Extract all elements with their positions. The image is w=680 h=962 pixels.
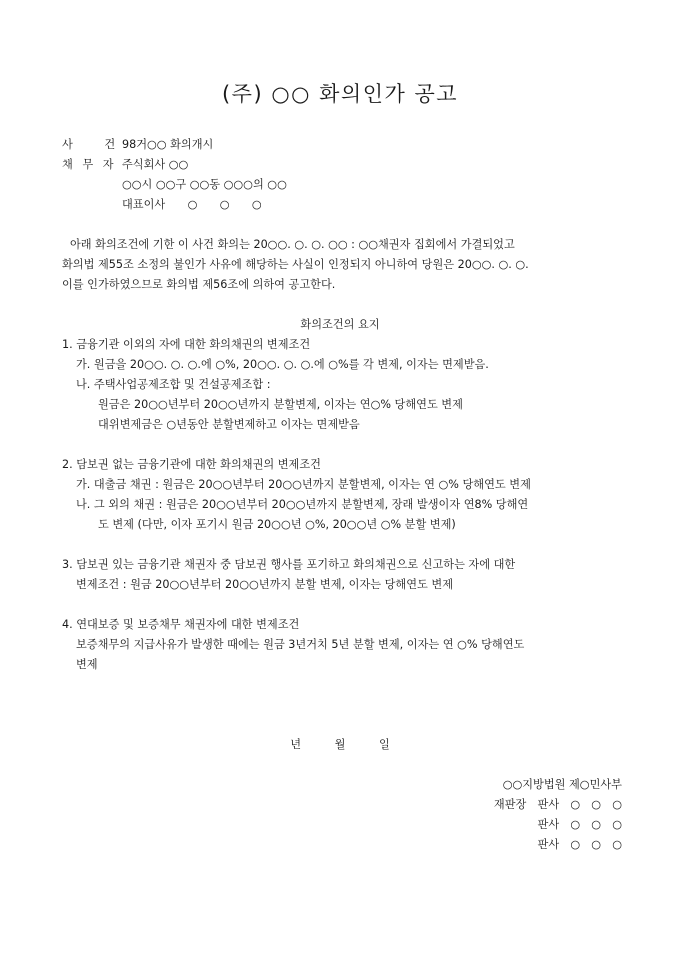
summary-heading: 화의조건의 요지 (300, 318, 380, 331)
section-2-item-a: 가. 대출금 채권 : 원금은 20○○년부터 20○○년까지 분할변제, 이자는 연 ○% 당해연도 변제 (76, 478, 531, 491)
case-label: 사 건 (62, 138, 130, 151)
date-line: 년 월 일 (290, 738, 390, 751)
section-2-heading: 2. 담보권 없는 금융기관에 대한 화의채권의 변제조건 (62, 458, 321, 471)
notice-title: (주) ○○ 화의인가 공고 (221, 82, 459, 106)
section-4-line-1: 보증채무의 지급사유가 발생한 때에는 원금 3년거치 5년 분할 변제, 이자는 연 ○% 당해연도 (76, 638, 525, 651)
intro-line-1: 아래 화의조건에 기한 이 사건 화의는 20○○. ○. ○. ○○ : ○○채권자 집회에서 가결되었고 (70, 238, 515, 251)
section-2-item-b: 나. 그 외의 채권 : 원금은 20○○년부터 20○○년까지 분할변제, 장래 발생이자 연8% 당해연 (76, 498, 529, 511)
intro-line-3: 이를 인가하였으므로 화의법 제56조에 의하여 공고한다. (62, 278, 336, 291)
case-value: 98거○○ 화의개시 (122, 138, 214, 151)
section-1-item-b: 나. 주택사업공제조합 및 건설공제조합 : (76, 378, 271, 391)
debtor-label: 채 무 자 (62, 158, 117, 171)
debtor-representative: 대표이사 ○ ○ ○ (122, 198, 262, 211)
section-4-heading: 4. 연대보증 및 보증채무 채권자에 대한 변제조건 (62, 618, 300, 631)
judge-3: 판사 ○ ○ ○ (537, 838, 622, 851)
intro-line-2: 화의법 제55조 소정의 불인가 사유에 해당하는 사실이 인정되지 아니하여 당원은 20○○. ○. ○. (62, 258, 529, 271)
section-4-line-2: 변제 (76, 658, 98, 671)
section-1-item-b-line-1: 원금은 20○○년부터 20○○년까지 분할변제, 이자는 연○% 당해연도 변제 (98, 398, 463, 411)
judge-2: 판사 ○ ○ ○ (537, 818, 622, 831)
section-1-item-b-line-2: 대위변제금은 ○년동안 분할변제하고 이자는 면제받음 (98, 418, 360, 431)
section-2-item-b-continued: 도 변제 (다만, 이자 포기시 원금 20○○년 ○%, 20○○년 ○% 분할 변제) (98, 518, 456, 531)
debtor-value: 주식회사 ○○ (122, 158, 189, 171)
section-3-line-2: 변제조건 : 원금 20○○년부터 20○○년까지 분할 변제, 이자는 당해연도 변제 (76, 578, 454, 591)
section-3-line-1: 3. 담보권 있는 금융기관 채권자 중 담보권 행사를 포기하고 화의채권으로 신고하는 자에 대한 (62, 558, 516, 571)
court-name: ○○지방법원 제○민사부 (502, 778, 622, 791)
presiding-judge: 재판장 판사 ○ ○ ○ (493, 798, 622, 811)
debtor-address: ○○시 ○○구 ○○동 ○○○의 ○○ (122, 178, 287, 191)
section-1-item-a: 가. 원금을 20○○. ○. ○.에 ○%, 20○○. ○. ○.에 ○%를 각 변제, 이자는 면제받음. (76, 358, 489, 371)
section-1-heading: 1. 금융기관 이외의 자에 대한 화의채권의 변제조건 (62, 338, 311, 351)
